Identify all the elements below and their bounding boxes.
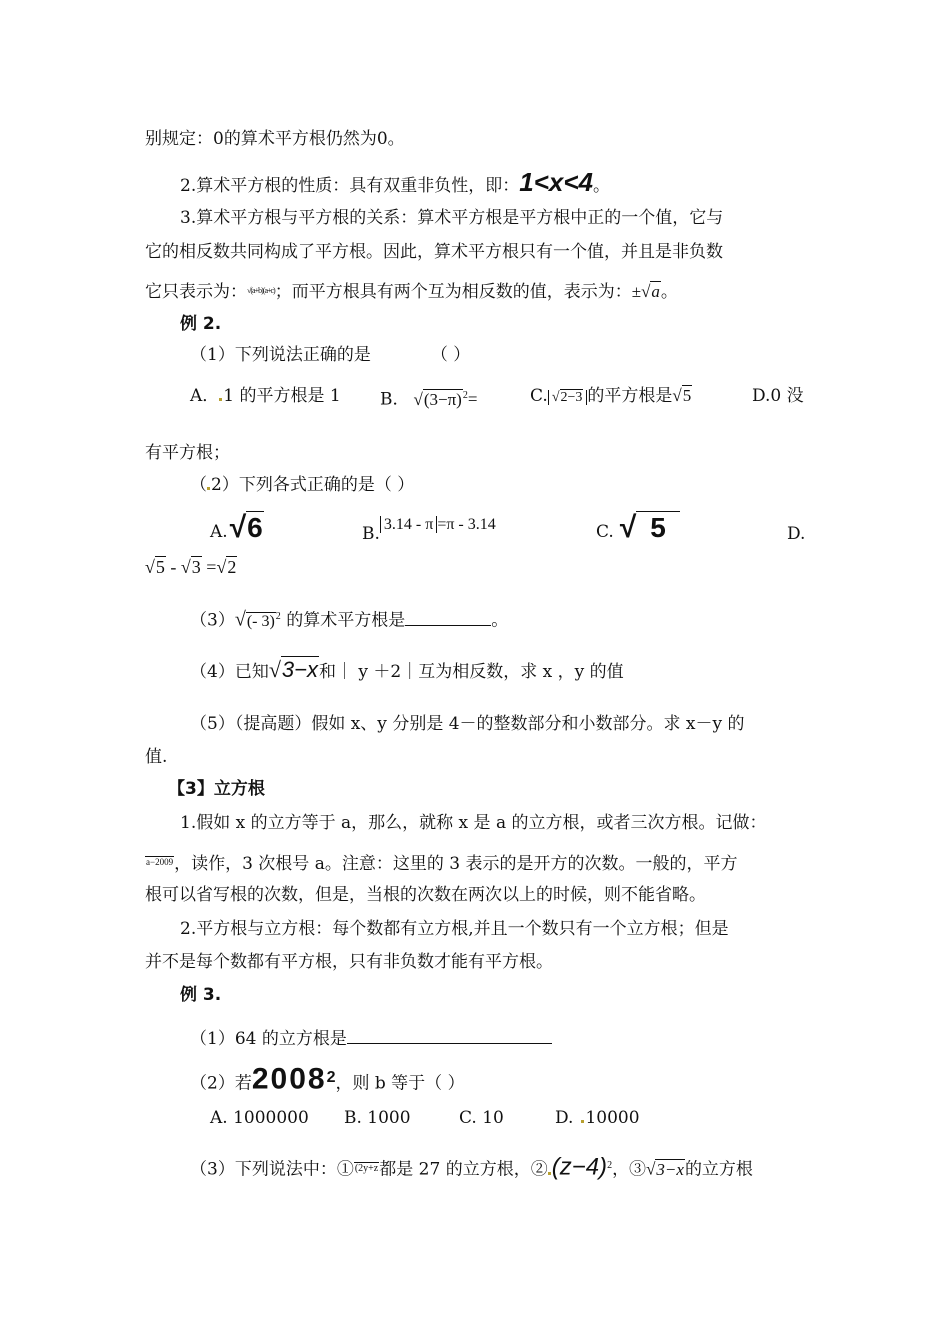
q2-option-b-label: B. (362, 524, 380, 544)
inequality-formula: 1<x<4 (519, 167, 593, 197)
option-c-radicand: 5 (682, 386, 692, 405)
q2-option-a-label: A. (210, 522, 228, 542)
q2-option-b-abs: 3.14 - π (380, 516, 437, 533)
cube-root-def-2-text: ，读作，3 次根号 a。注意：这里的 3 表示的是开方的次数。一般的，平方 (174, 854, 738, 874)
q3-3-label: （3）下列说法中：① (190, 1159, 354, 1180)
q2-option-d-label: D. (787, 524, 806, 544)
option-d-continued: 有平方根； (145, 443, 230, 463)
q3-3-text-2: ，③ (612, 1159, 647, 1180)
q3-3-text-3: 的立方根 (684, 1159, 753, 1180)
q3-radicand: (- 3) (246, 612, 275, 630)
d-radicand-1: 5 (155, 557, 165, 577)
answer-blank[interactable] (405, 607, 491, 626)
formula-image: √(a+b)(a+c) (247, 286, 275, 295)
example-3-title: 例 3. (180, 985, 222, 1005)
q3-1-text: （1）64 的立方根是 (190, 1029, 347, 1049)
cube-root-formula-image: a−2009 (146, 857, 174, 867)
q3-2-label: （2）若 (190, 1073, 252, 1094)
relation-mid-text: ；而平方根具有两个互为相反数的值，表示为： (274, 282, 632, 302)
paragraph-relation-1: 3.算术平方根与平方根的关系：算术平方根是平方根中正的一个值，它与 (180, 208, 724, 228)
question-2-5: （5）（提高题）假如 x、y 分别是 4－的整数部分和小数部分。求 x－y 的 (190, 714, 745, 734)
q2-text: ）下列各式正确的是（ ） (221, 475, 415, 495)
sqrt-symbol: √ (641, 282, 651, 301)
q2-option-a (210, 511, 264, 544)
q3-2-option-c: C. 10 (459, 1108, 504, 1128)
d-radicand-2: 3 (191, 557, 201, 577)
square-vs-cube-1: 2.平方根与立方根：每个数都有立方根,并且一个数只有一个立方根；但是 (180, 919, 729, 939)
d-minus: - (165, 557, 181, 577)
cube-root-def-1: 1.假如 x 的立方等于 a，那么，就称 x 是 a 的立方根，或者三次方根。记做： (180, 813, 767, 833)
answer-paren: （ ） (430, 345, 471, 365)
option-b-eq: = (467, 389, 478, 409)
dot-mark (207, 487, 210, 490)
relation-end: 。 (660, 282, 678, 302)
cube-root-def-3: 根可以省写根的次数，但是，当根的次数在两次以上的时候，则不能省略。 (145, 885, 706, 905)
option-b: B． $√(3-\pi)^2=$ (380, 389, 478, 410)
big-2008-exp: 2 (326, 1069, 336, 1086)
d-equals: = (201, 557, 217, 577)
option-c-abs: √2−3 (548, 390, 588, 405)
q2-option-c-sqrt: √ (619, 511, 637, 544)
question-2-1 (190, 343, 470, 367)
q-text: （1）下列说法正确的是 (190, 345, 371, 365)
property-end: 。 (592, 176, 610, 196)
option-c-text: 的平方根是 (587, 386, 673, 406)
q3-2-option-a: A. 1000000 (210, 1108, 309, 1128)
option-b-radicand: (3−π) (423, 389, 462, 409)
z-exp: 2 (607, 1160, 613, 1171)
q2-number: 2 (211, 475, 222, 495)
question-3-3: （3）下列说法中：①$^{(2y+z}$都是 27 的立方根，② $(z-4)^2$，③√3−x的立方根 (190, 1153, 753, 1181)
q3-3-radicand: 3−x (656, 1159, 684, 1179)
q3-2-option-d (555, 1106, 640, 1130)
option-d-label: D. (555, 1108, 574, 1128)
option-c-label: C. (530, 386, 548, 406)
q4-radicand: 3−x (281, 657, 318, 682)
question-3-1 (190, 1025, 552, 1051)
paragraph-rule-zero: 别规定：0的算术平方根仍然为0。 (145, 129, 405, 149)
plus-minus-symbol: ± (631, 282, 642, 301)
q3-2-option-b: B. 1000 (344, 1108, 411, 1128)
q2-option-b (362, 512, 496, 546)
sqrt-a: a (651, 282, 660, 301)
question-3-2 (190, 1062, 465, 1096)
square-vs-cube-2: 并不是每个数都有平方根，只有非负数才能有平方根。 (145, 952, 553, 972)
paragraph-property (180, 167, 610, 198)
option-d-value: 10000 (585, 1108, 640, 1128)
q3-2-text: ，则 b 等于（ ） (335, 1073, 465, 1094)
dot-mark (581, 1120, 584, 1123)
d-radicand-3: 2 (227, 557, 237, 577)
dot-mark (548, 1172, 551, 1175)
question-2-3: （3）√(- 3)$^2$ 的算术平方根是 。 (190, 608, 509, 631)
relation-text: 它只表示为： (145, 282, 247, 302)
section-3-title: 【3】立方根 (168, 779, 265, 799)
q2-option-c (596, 511, 680, 544)
q3-exp: 2 (275, 611, 281, 622)
q3-3-formula-image: (2y+z (354, 1162, 379, 1174)
q3-text: 的算术平方根是 (280, 610, 406, 631)
q2-open: （ (190, 475, 207, 495)
question-2-4: （4）已知√3−x和｜ y ＋2｜互为相反数，求 x ，y 的值 (190, 657, 624, 682)
question-2-1-options (190, 384, 341, 408)
paragraph-relation-2: 它的相反数共同构成了平方根。因此，算术平方根只有一个值，并且是非负数 (145, 242, 723, 262)
q3-3-text-1: 都是 27 的立方根，② (379, 1159, 548, 1180)
cube-root-def-2 (145, 850, 737, 876)
paragraph-relation-3 (145, 279, 678, 304)
big-2008: 2008 (251, 1062, 327, 1096)
option-a-label: A． (190, 386, 220, 406)
question-2-2 (190, 473, 414, 497)
q3-label: （3） (190, 610, 235, 631)
q4-label: （4）已知 (190, 662, 269, 682)
property-text: 2.算术平方根的性质：具有双重非负性，即： (180, 176, 520, 196)
q2-option-b-rhs: =π - 3.14 (437, 516, 496, 533)
answer-blank[interactable] (347, 1025, 552, 1044)
option-b-label: B． (380, 389, 410, 410)
question-2-5-cont: 值. (145, 747, 168, 767)
z-minus-4: (z−4) (551, 1153, 608, 1181)
q2-option-c-label: C. (596, 522, 614, 542)
q2-option-a-sqrt: √ (229, 511, 247, 544)
q2-option-c-radicand: 5 (636, 511, 680, 543)
option-b-exp: 2 (462, 390, 468, 401)
option-a-text: 1 的平方根是 1 (223, 386, 341, 406)
example-2-title: 例 2. (180, 314, 222, 334)
q3-end: 。 (491, 610, 509, 631)
option-c: C. √2−3 的平方根是√5 (530, 386, 692, 406)
option-d: D.0 没 (752, 386, 804, 406)
q4-text: 和｜ y ＋2｜互为相反数，求 x ，y 的值 (319, 662, 624, 682)
dot-mark (219, 398, 222, 401)
q2-option-d-formula: √5 - √3 =√2 (145, 557, 237, 577)
q2-option-a-radicand: 6 (247, 512, 263, 543)
